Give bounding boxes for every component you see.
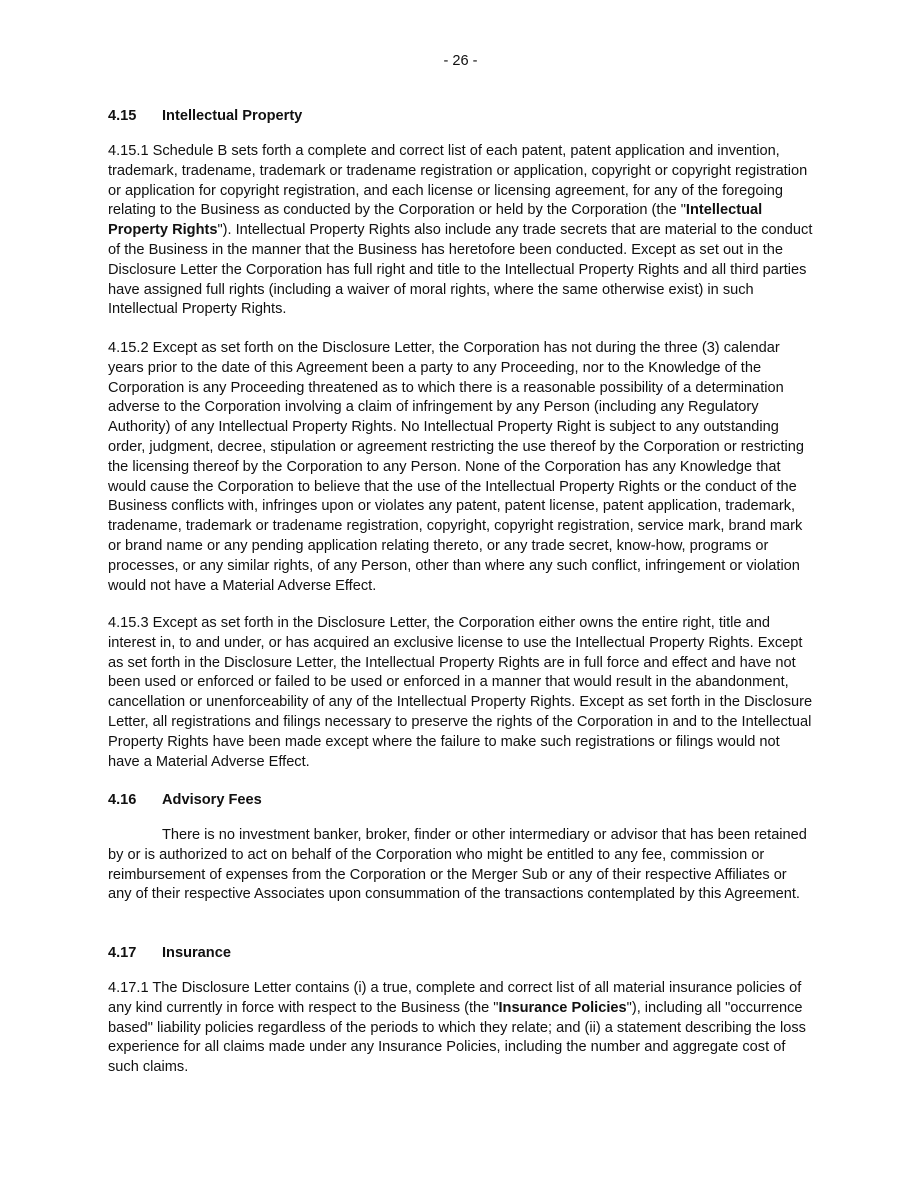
- paragraph-4-15-2: 4.15.2 Except as set forth on the Disclosure Letter, the Corporation has not during the three (3) calendar years prior to the date of this Agreement been a party to any Proceeding, nor to the Knowledge of the Corporation is any Proceeding threatened as to which there is a reasonable possibility of a determination adverse to the Corporation involving a claim of infringement by any Person (including any Regulatory Authority) of any Intellectual Property Rights. No Intellectual Property Right is subject to any outstanding order, judgment, decree, stipulation or agreement restricting the use thereof by the Corporation or restricting the licensing thereof by the Corporation to any Person. None of the Corporation has any Knowledge that would cause the Corporation to believe that the use of the Intellectual Property Rights or the conduct of the Business conflicts with, infringes upon or violates any patent, patent license, patent application, trademark, tradename, trademark or tradename registration, copyright, copyright registration, service mark, brand mark or brand name or any pending application relating thereto, or any trade secret, know-how, programs or processes, or any similar rights, of any Person, other than where any such conflict, infringement or violation would not have a Material Adverse Effect.: [108, 340, 805, 594]
- section-heading-4-16: [108, 791, 262, 811]
- paragraph-4-15-1: [108, 142, 813, 320]
- section-number: 4.16: [108, 792, 137, 808]
- paragraph-text: "). Intellectual Property Rights also include any trade secrets that are material to the conduct of the Business in the manner that the Business has heretofore been conducted. Except as set out in the Disclosure Letter the Corporation has full right and title to the Intellectual Property Rights and all third parties have assigned full rights (including a waiver of moral rights, where the same otherwise exist) in such Intellectual Property Rights.: [108, 222, 813, 318]
- section-number: 4.15: [108, 108, 137, 124]
- paragraph-4-15-3: 4.15.3 Except as set forth in the Disclosure Letter, the Corporation either owns the entire right, title and interest in, to and under, or has acquired an exclusive license to use the Intellectual Property Rights. Except as set forth in the Disclosure Letter, the Intellectual Property Rights are in full force and effect and have not been used or enforced or failed to be used or enforced in a manner that would result in the abandonment, cancellation or unenforceability of any of the Intellectual Property Rights. Except as set forth in the Disclosure Letter, all registrations and filings necessary to preserve the rights of the Corporation in and to the Intellectual Property Rights have been made except where the failure to make such registrations or filings would not have a Material Adverse Effect.: [108, 615, 813, 770]
- defined-term: Insurance Policies: [498, 999, 627, 1016]
- paragraph-4-16: There is no investment banker, broker, finder or other intermediary or advisor that has been retained by or is authorized to act on behalf of the Corporation who might be entitled to any fee, commission or reimbursement of expenses from the Corporation or the Merger Sub or any of their respective Affiliates or any of their respective Associates upon consummation of the transactions contemplated by this Agreement.: [108, 827, 807, 903]
- page-number: - 26 -: [443, 53, 478, 69]
- section-heading-4-17: [108, 944, 231, 964]
- section-title: Advisory Fees: [162, 792, 262, 808]
- defined-term: Intellectual Property Rights: [108, 202, 763, 239]
- paragraph-4-17-1: [108, 979, 813, 1078]
- section-number: 4.17: [108, 945, 137, 961]
- section-title: Insurance: [162, 945, 231, 961]
- paragraph-text: 4.17.1 The Disclosure Letter contains (i) a true, complete and correct list of all material insurance policies of any kind currently in force with respect to the Business (the ": [108, 980, 802, 1016]
- paragraph-text: "), including all "occurrence based" liability policies regardless of the periods to which they relate; and (ii) a statement describing the loss experience for all claims made under any Insurance Policies, including the number and aggregate cost of such claims.: [108, 999, 806, 1076]
- section-heading-4-15: [108, 107, 302, 127]
- paragraph-text: 4.15.1 Schedule B sets forth a complete and correct list of each patent, patent application and invention, trademark, tradename, trademark or tradename registration or application, copyright or copyright registration or application for copyright registration, and each license or licensing agreement, for any of the foregoing relating to the Business as conducted by the Corporation or held by the Corporation (the ": [108, 143, 808, 219]
- section-title: Intellectual Property: [162, 108, 303, 124]
